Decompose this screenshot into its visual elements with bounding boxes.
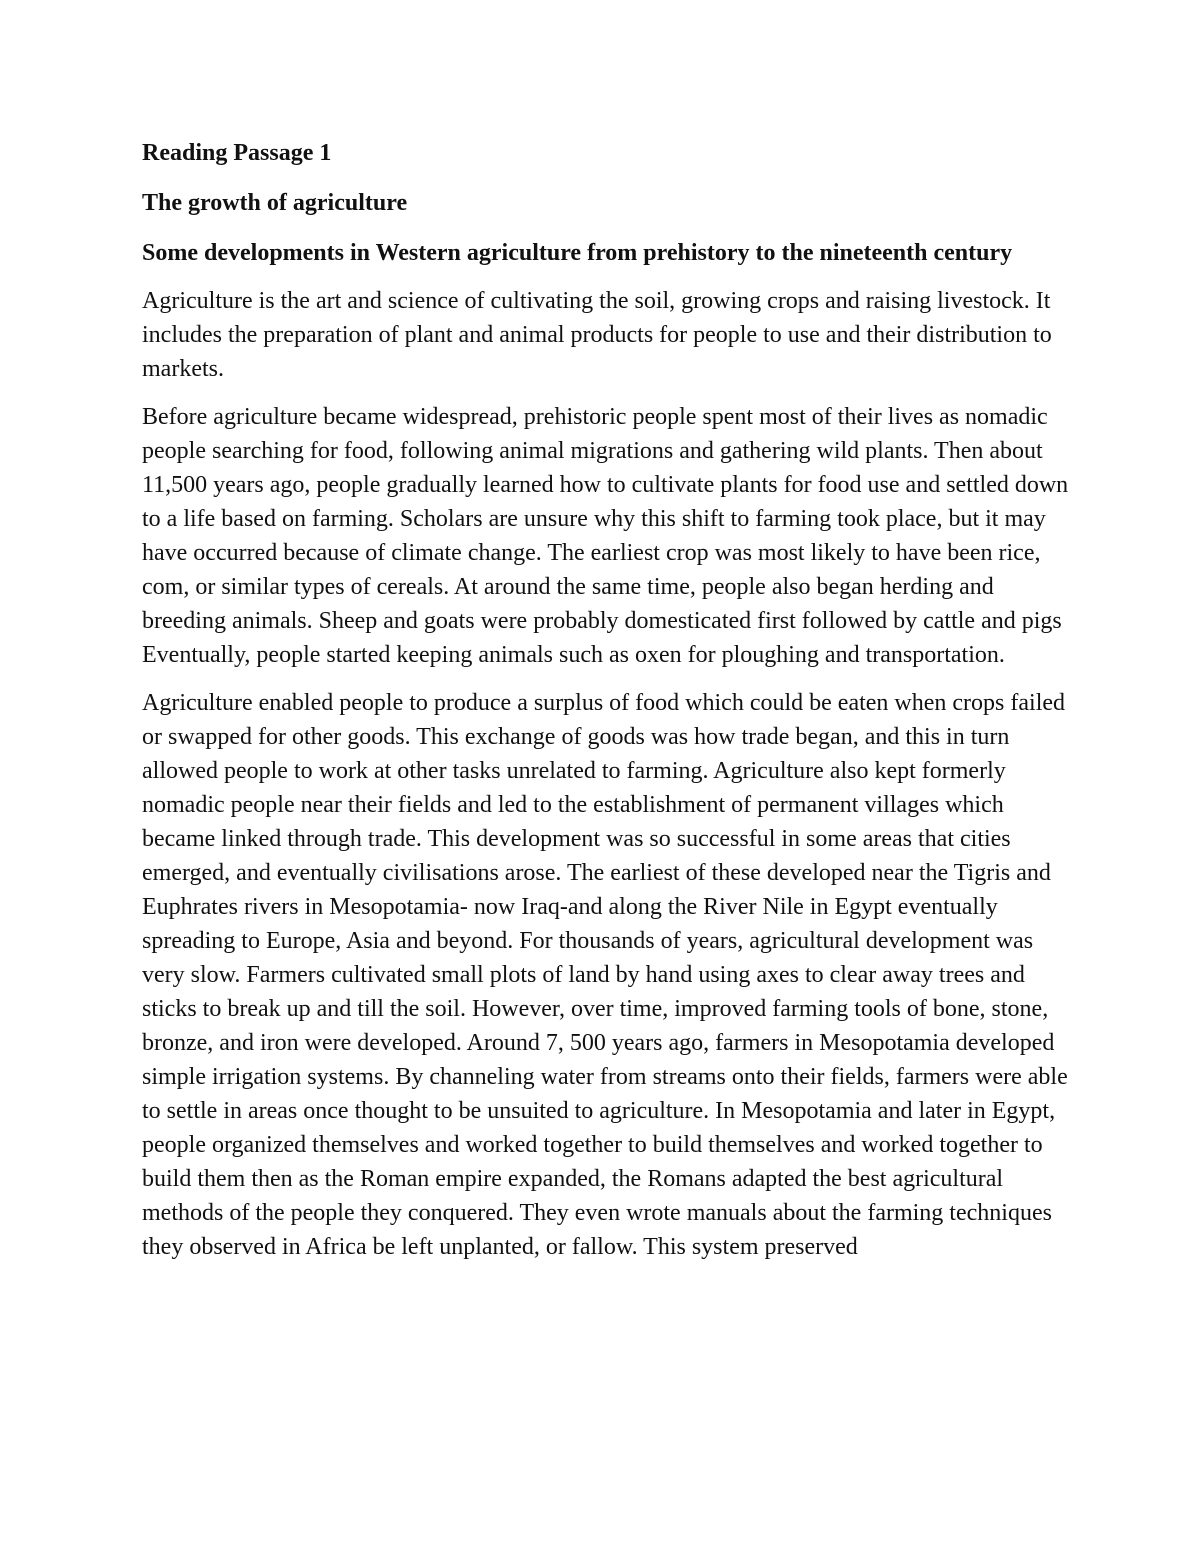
paragraph-2: Before agriculture became widespread, prehistoric people spent most of their lives as nomadic people searching for food, following animal migrations and gathering wild plants. Then about 11,500 years ago, people gradually learned how to cultivate plants for food use and settled down to a life based on farming. Scholars are unsure why this shift to farming took place, but it may have occurred because of climate change. The earliest crop was most likely to have been rice, com, or similar types of cereals. At around the same time, people also began herding and breeding animals. Sheep and goats were probably domesticated first followed by cattle and pigs Eventually, people started keeping animals such as oxen for ploughing and transportation. [142, 404, 1069, 668]
passage-heading: Reading Passage 1 [142, 140, 332, 166]
passage-subtitle: Some developments in Western agriculture from prehistory to the nineteenth century [142, 240, 1013, 266]
passage-title: The growth of agriculture [142, 190, 408, 216]
document-body [142, 136, 1072, 1278]
paragraph-3: Agriculture enabled people to produce a surplus of food which could be eaten when crops failed or swapped for other goods. This exchange of goods was how trade began, and this in turn allowed people to work at other tasks unrelated to farming. Agriculture also kept formerly nomadic people near their fields and led to the establishment of permanent villages which became linked through trade. This development was so successful in some areas that cities emerged, and eventually civilisations arose. The earliest of these developed near the Tigris and Euphrates rivers in Mesopotamia- now Iraq-and along the River Nile in Egypt eventually spreading to Europe, Asia and beyond. For thousands of years, agricultural development was very slow. Farmers cultivated small plots of land by hand using axes to clear away trees and sticks to break up and till the soil. However, over time, improved farming tools of bone, stone, bronze, and iron were developed. Around 7, 500 years ago, farmers in Mesopotamia developed simple irrigation systems. By channeling water from streams onto their fields, farmers were able to settle in areas once thought to be unsuited to agriculture. In Mesopotamia and later in Egypt, people organized themselves and worked together to build themselves and worked together to build them then as the Roman empire expanded, the Romans adapted the best agricultural methods of the people they conquered. They even wrote manuals about the farming techniques they observed in Africa be left unplanted, or fallow. This system preserved [142, 690, 1068, 1260]
paragraph-1: Agriculture is the art and science of cultivating the soil, growing crops and raising livestock. It includes the preparation of plant and animal products for people to use and their distribution to markets. [142, 288, 1052, 382]
